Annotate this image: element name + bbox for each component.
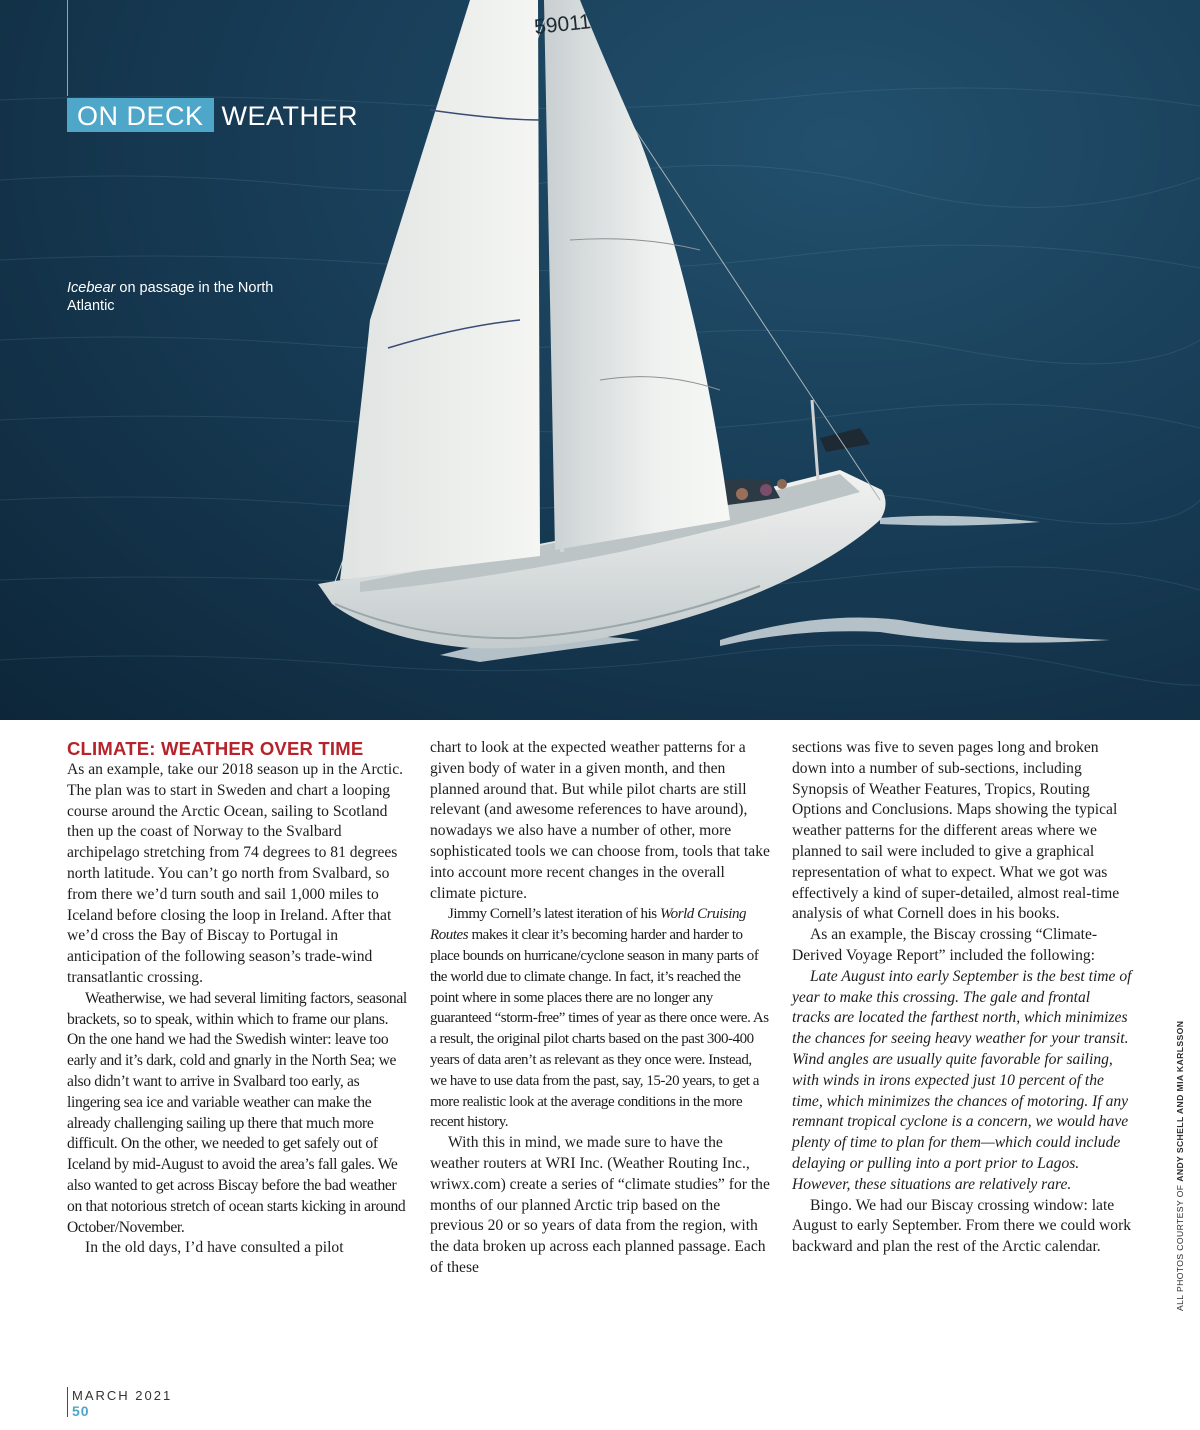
photo-caption bbox=[67, 279, 287, 315]
paragraph: As an example, the Biscay crossing “Climate-Derived Voyage Report” included the following: bbox=[792, 926, 1098, 964]
paragraph bbox=[430, 904, 770, 1133]
photo-credit bbox=[1175, 1011, 1185, 1311]
article-column-2 bbox=[430, 738, 770, 1279]
quoted-report bbox=[792, 967, 1132, 1196]
article-column-3 bbox=[792, 738, 1132, 1258]
folio-rule bbox=[67, 1387, 68, 1417]
paragraph: Weatherwise, we had several limiting factors, seasonal brackets, so to speak, within which to frame our plans. On the one hand we had the Swedish winter: leave too early and it’s dark, cold and gnarly in the North Sea; we also didn’t want to arrive in Svalbard too early, as lingering sea ice and variable weather can make the already challenging sailing up there that much more difficult. On the other, we needed to get safely out of Iceland by mid-August to avoid the area’s fall gales. We also wanted to get across Biscay before the bad weather on that notorious stretch of ocean starts kicking in around October/November. bbox=[67, 989, 407, 1236]
genoa-sail bbox=[340, 0, 540, 580]
credit-prefix: ALL PHOTOS COURTESY OF bbox=[1175, 1181, 1185, 1311]
subhead: CLIMATE: WEATHER OVER TIME bbox=[67, 738, 364, 759]
quoted-report-text: Late August into early September is the best time of year to make this crossing. The gale and frontal tracks are located the farthest north, which minimizes the chances for seeing heavy weather for your transit. Wind angles are usually quite favorable for sailing, with winds in irons expected just 10 percent of the time, which minimizes the chances of motoring. If any remnant tropical cyclone is a concern, we would have plenty of time to plan for them—which could include delaying or pulling into a port prior to Lagos. However, these situations are relatively rare. bbox=[792, 967, 1132, 1193]
paragraph-text: makes it clear it’s becoming harder and harder to place bounds on hurricane/cyclone season in many parts of the world due to climate change. In fact, it’s reached the point where in some places there are no longer any guaranteed “storm-free” times of year as there once were. As a result, the original pilot charts based on the past 300-400 years of data aren’t as relevant as they once were. Instead, we have to use data from the past, say, 15-20 years, to get a more realistic look at the average conditions in the more recent history. bbox=[430, 927, 769, 1131]
caption-text: on passage in the North Atlantic bbox=[67, 280, 274, 314]
header-rule bbox=[67, 0, 68, 96]
paragraph: chart to look at the expected weather patterns for a given body of water in a given month, and then planned around that. But while pilot charts are still relevant (and awesome references to have around), nowadays we also have a number of other, more sophisticated tools we can choose from, tools that take into account more recent changes in the overall climate picture. bbox=[430, 739, 770, 902]
paragraph: With this in mind, we made sure to have the weather routers at WRI Inc. (Weather Routing Inc., wriwx.com) create a series of “climate studies” for the months of our planned Arctic trip based on the previous 20 or so years of data from the region, with the data broken up across each planned passage. Each of these bbox=[430, 1134, 770, 1276]
issue-date: MARCH 2021 bbox=[72, 1388, 173, 1403]
book-title: World Cruising Routes bbox=[430, 906, 747, 944]
sail-number: 59011 bbox=[533, 10, 593, 39]
page-number: 50 bbox=[72, 1403, 90, 1419]
paragraph: sections was five to seven pages long and broken down into a number of sub-sections, including Synopsis of Weather Features, Tropics, Routing Options and Conclusions. Maps showing the typical weather patterns for the different areas where we planned to sail were included to give a graphical representation of what to expect. What we got was effectively a kind of super-detailed, almost real-time analysis of what Cornell does in his books. bbox=[792, 739, 1120, 923]
section-tag bbox=[67, 98, 366, 132]
mizzen-mast bbox=[812, 400, 818, 480]
paragraph-text: Jimmy Cornell’s latest iteration of his bbox=[448, 906, 660, 923]
section-label-secondary: WEATHER bbox=[221, 101, 359, 131]
paragraph: Bingo. We had our Biscay crossing window: late August to early September. From there we could work backward and plan the rest of the Arctic calendar. bbox=[792, 1196, 1132, 1256]
credit-names: ANDY SCHELL AND MIA KARLSSON bbox=[1175, 1020, 1185, 1182]
article-column-1 bbox=[67, 738, 407, 1259]
paragraph: In the old days, I’d have consulted a pilot bbox=[85, 1239, 344, 1257]
section-label-primary: ON DECK bbox=[67, 98, 214, 132]
paragraph: As an example, take our 2018 season up in the Arctic. The plan was to start in Sweden and chart a looping course around the Arctic Ocean, sailing to Scotland then up the coast of Norway to the Svalbard archipelago stretching from 74 degrees to 81 degrees north latitude. You can’t go north from Svalbard, so from there we’d turn south and sail 1,000 miles to Iceland before closing the loop in Ireland. After that we’d cross the Bay of Biscay to Portugal in anticipation of the following season’s trade-wind transatlantic crossing. bbox=[67, 761, 404, 986]
caption-boat-name: Icebear bbox=[67, 280, 116, 296]
mainsail bbox=[544, 0, 730, 550]
